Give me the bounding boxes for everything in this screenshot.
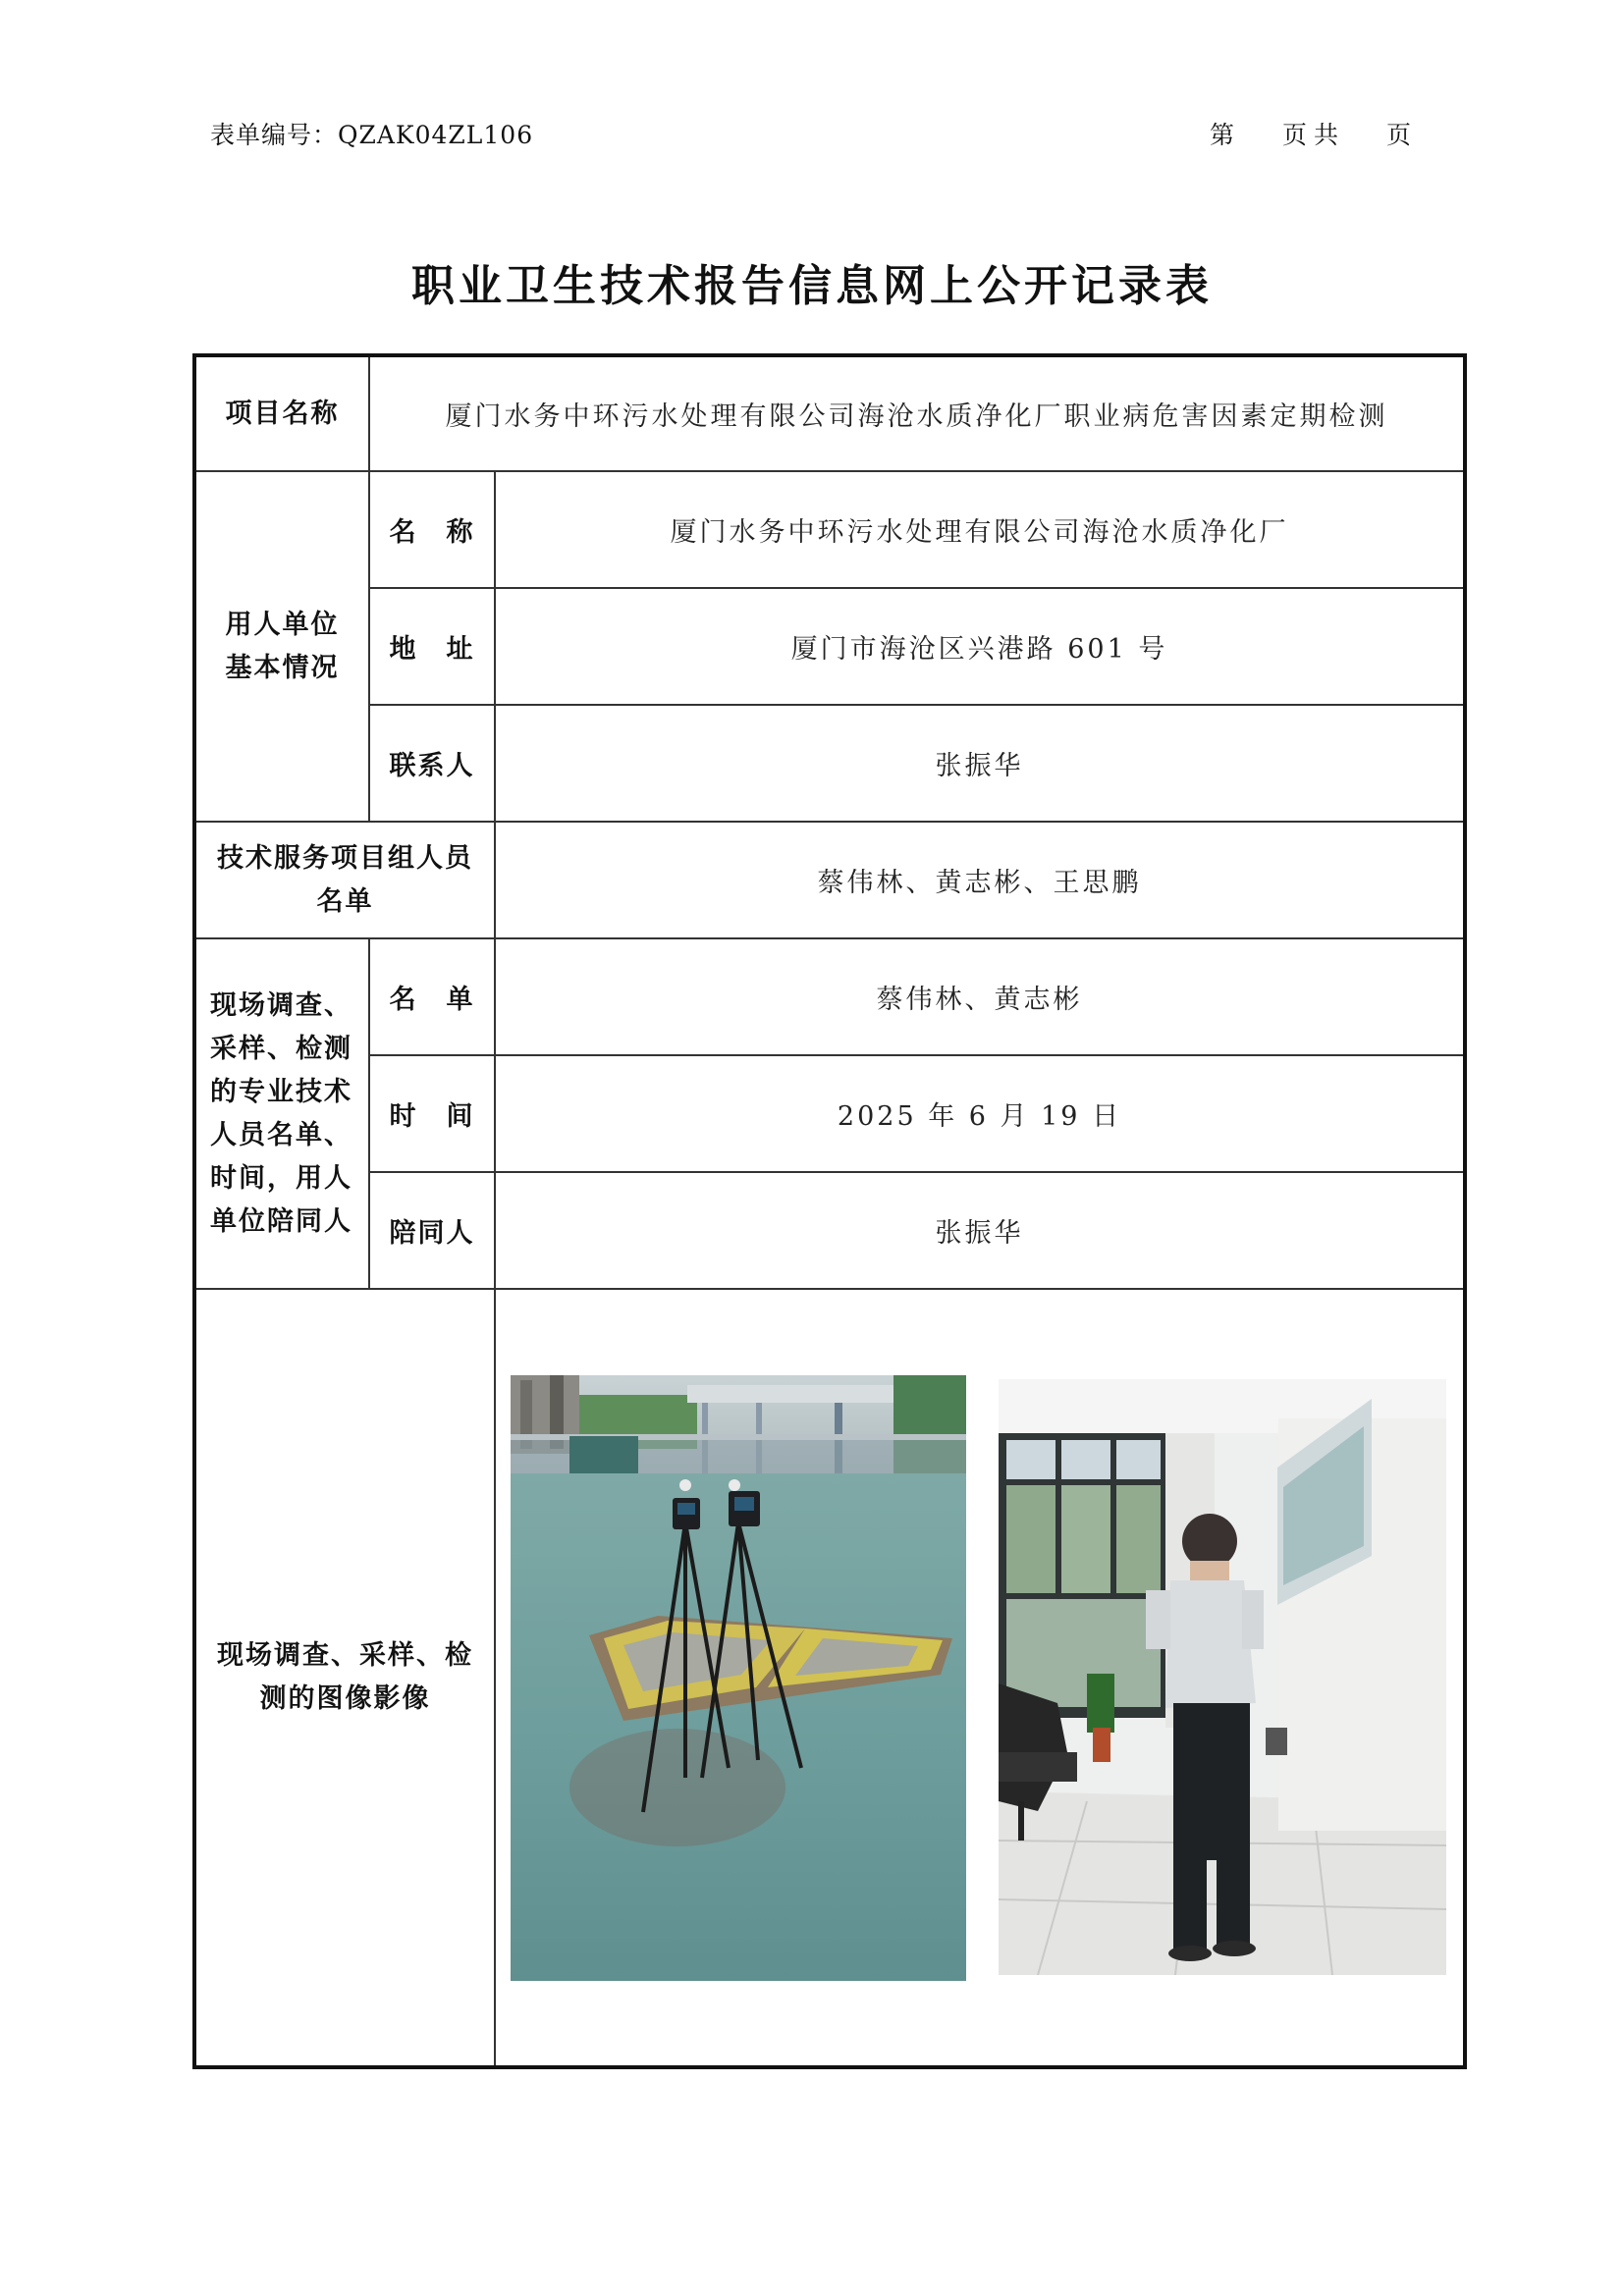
contact-label: 联系人 — [369, 705, 495, 822]
team-members-label — [194, 822, 495, 938]
team-label-line: 名单 — [316, 885, 374, 917]
staff-list-label: 名 单 — [369, 938, 495, 1055]
escort-value: 张振华 — [495, 1172, 1465, 1289]
project-name-label: 项目名称 — [194, 355, 369, 471]
document-title: 职业卫生技术报告信息网上公开记录表 — [411, 261, 1213, 311]
page-counter-label: 页 — [1282, 121, 1309, 149]
staff-list-value: 蔡伟林、黄志彬 — [495, 938, 1465, 1055]
survey-label-line: 时间，用人 — [210, 1162, 352, 1194]
survey-label-line: 采样、检测 — [210, 1033, 352, 1064]
address-value: 厦门市海沧区兴港路 601 号 — [495, 588, 1465, 705]
time-label: 时 间 — [369, 1055, 495, 1172]
form-number: 表单编号：QZAK04ZL106 — [210, 121, 534, 149]
page-counter-label: 第 — [1210, 121, 1236, 149]
sampling-equipment-photo — [511, 1375, 966, 1981]
contact-value: 张振华 — [495, 705, 1465, 822]
employer-info-label — [194, 471, 369, 822]
team-members-value: 蔡伟林、黄志彬、王思鹏 — [495, 822, 1465, 938]
page-counter-label: 共 — [1314, 121, 1340, 149]
team-label-line: 技术服务项目组人员 — [217, 842, 473, 874]
page-counter-label: 页 — [1386, 121, 1413, 149]
images-label — [194, 1289, 495, 2067]
time-value: 2025 年 6 月 19 日 — [495, 1055, 1465, 1172]
survey-label-line: 单位陪同人 — [210, 1205, 352, 1237]
name-label: 名 称 — [369, 471, 495, 588]
images-label-line: 测的图像影像 — [259, 1683, 431, 1714]
survey-label-line: 人员名单、 — [210, 1119, 352, 1150]
page-counter — [1210, 116, 1412, 151]
escort-label: 陪同人 — [369, 1172, 495, 1289]
survey-label-line: 的专业技术 — [210, 1076, 352, 1107]
address-label: 地 址 — [369, 588, 495, 705]
name-value: 厦门水务中环污水处理有限公司海沧水质净化厂 — [495, 471, 1465, 588]
record-table — [192, 353, 1467, 2069]
images-label-line: 现场调查、采样、检 — [217, 1640, 473, 1671]
employer-label-line: 基本情况 — [225, 652, 340, 683]
workplace-survey-photo — [999, 1379, 1446, 1975]
employer-label-line: 用人单位 — [225, 609, 340, 640]
survey-staff-label — [194, 938, 369, 1289]
project-name-value: 厦门水务中环污水处理有限公司海沧水质净化厂职业病危害因素定期检测 — [369, 355, 1465, 471]
survey-label-line: 现场调查、 — [210, 989, 352, 1021]
images-cell — [495, 1289, 1465, 2067]
